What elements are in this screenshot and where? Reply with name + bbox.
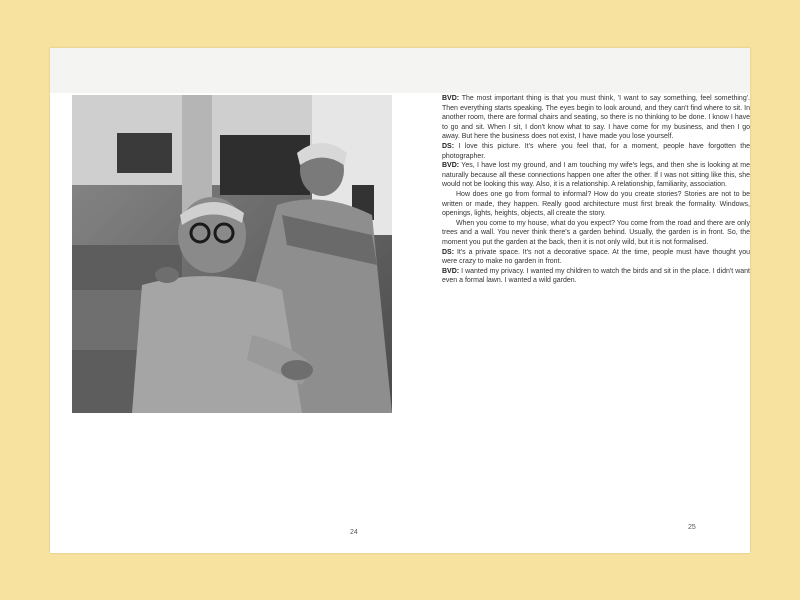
paragraph xyxy=(442,267,750,286)
speaker-label: DS: xyxy=(442,142,455,150)
paragraph-text: The most important thing is that you must think, 'I want to say something, feel something'. Then everything starts speaking. The eyes begin to look around, and they can't find where to sit. In another room, there are formal chairs and seating, so there is no thinking to be done. I know I have to go and sit. When I sit, I don't know what to say. I have come for my business, and then I go away. But here the business does not exist, I have made you lose yourself. xyxy=(442,95,750,141)
paragraph-text: It's a private space. It's not a decorative space. At the time, people must have thought you were crazy to make no garden in front. xyxy=(442,248,750,266)
paragraph xyxy=(442,142,750,161)
paragraph-text: I love this picture. It's where you feel that, for a moment, people have forgotten the photographer. xyxy=(442,142,750,160)
paragraph-text: How does one go from formal to informal? How do you create stories? Stories are not to be written or made, they happen. Really good architecture must first break the formality. Windows, openings, lights, heights, objects, all create the story. xyxy=(442,190,750,218)
paragraph xyxy=(442,190,750,219)
paragraph-text: Yes, I have lost my ground, and I am touching my wife's legs, and then she is looking at me naturally because all these connections happen one after the other. If I was not sitting like this, she would not be looking this way. Also, it is a relationship. A relationship, familiarity, association. xyxy=(442,162,750,189)
paragraph-text: I wanted my privacy. I wanted my children to watch the birds and sit in the place. I didn't want even a formal lawn. I wanted a wild garden. xyxy=(442,267,750,285)
page-top-band xyxy=(50,48,750,93)
paragraph-text: When you come to my house, what do you expect? You come from the road and there are only trees and a wall. You never think there's a garden behind. Usually, the garden is in front. So, the moment you put the garden at the back, then it is not only wild, but it is not formalised. xyxy=(442,219,750,246)
paragraph xyxy=(442,161,750,190)
paragraph xyxy=(442,219,750,248)
book-spread xyxy=(50,48,750,553)
right-page-number: 25 xyxy=(688,524,696,531)
speaker-label: BVD: xyxy=(442,162,460,170)
left-page-number: 24 xyxy=(350,529,358,536)
photograph xyxy=(72,95,392,413)
speaker-label: BVD: xyxy=(442,267,460,275)
photograph-image xyxy=(72,95,392,413)
speaker-label: DS: xyxy=(442,248,455,256)
speaker-label: BVD: xyxy=(442,95,460,102)
paragraph xyxy=(442,248,750,267)
paragraph xyxy=(442,94,750,142)
interview-text xyxy=(442,94,750,286)
